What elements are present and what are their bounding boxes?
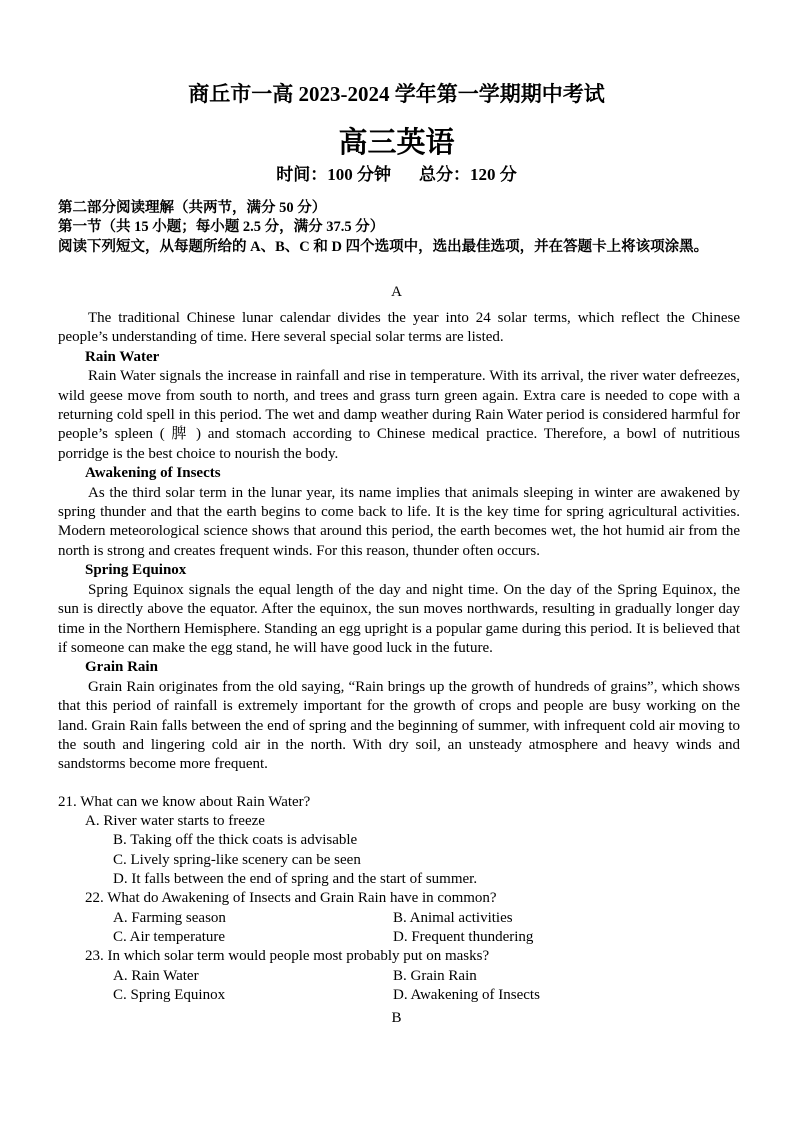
question-23-option-b: B. Grain Rain bbox=[393, 968, 477, 984]
exam-info bbox=[0, 160, 793, 185]
question-22-option-b: B. Animal activities bbox=[393, 910, 513, 926]
term-heading-grain-rain: Grain Rain bbox=[85, 659, 158, 676]
term-heading-spring-equinox: Spring Equinox bbox=[85, 562, 187, 579]
time-label: 时间：100 分钟 bbox=[276, 165, 391, 184]
question-21-option-d: D. It falls between the end of spring and the start of summer. bbox=[113, 871, 478, 887]
section-heading: 第一节（共 15 小题；每小题 2.5 分，满分 37.5 分） bbox=[58, 219, 385, 235]
passage-a-label: A bbox=[391, 284, 402, 300]
term-heading-rain-water: Rain Water bbox=[85, 348, 160, 365]
question-22-option-a: A. Farming season bbox=[113, 910, 226, 926]
question-22-stem: 22. What do Awakening of Insects and Grain Rain have in common? bbox=[85, 890, 497, 906]
question-21-option-c: C. Lively spring-like scenery can be seen bbox=[113, 852, 361, 868]
term-heading-awakening-of-insects: Awakening of Insects bbox=[85, 465, 221, 482]
exam-title: 商丘市一高 2023-2024 学年第一学期期中考试 bbox=[188, 82, 605, 106]
score-label: 总分：120 分 bbox=[419, 165, 517, 184]
subject-title: 高三英语 bbox=[338, 127, 455, 159]
term-text-spring-equinox: Spring Equinox signals the equal length of the day and night time. On the day of the Spring Equinox, the sun is directly above the equator. After the equinox, the sun moves northwards, resulting in gradually longer day time in the Northern Hemisphere. Standing an egg upright is a popular game during this period. It is believed that if someone can make the egg stand, he will have good luck in the future. bbox=[58, 581, 740, 656]
directions: 阅读下列短文，从每题所给的 A、B、C 和 D 四个选项中，选出最佳选项，并在答题卡上将该项涂黑。 bbox=[58, 239, 709, 255]
passage-a bbox=[58, 309, 740, 775]
part-heading: 第二部分阅读理解（共两节，满分 50 分） bbox=[58, 200, 327, 216]
question-23-option-a: A. Rain Water bbox=[113, 968, 199, 984]
term-text-awakening-of-insects: As the third solar term in the lunar year, its name implies that animals sleeping in winter are awakened by spring thunder and that the earth begins to come back to life. It is the key time for spring agricultural activities. Modern meteorological science shows that around this period, the earth becomes wet, the hot humid air from the north is strong and creates frequent winds. For this reason, thunder often occurs. bbox=[58, 484, 740, 559]
question-23-stem: 23. In which solar term would people most probably put on masks? bbox=[85, 948, 490, 964]
question-21-option-b: B. Taking off the thick coats is advisable bbox=[113, 832, 358, 848]
passage-intro: The traditional Chinese lunar calendar divides the year into 24 solar terms, which reflect the Chinese people’s understanding of time. Here several special solar terms are listed. bbox=[58, 310, 740, 346]
question-21-stem: 21. What can we know about Rain Water? bbox=[58, 794, 311, 810]
question-23-option-c: C. Spring Equinox bbox=[113, 987, 226, 1003]
term-text-grain-rain: Grain Rain originates from the old saying, “Rain brings up the growth of hundreds of grains”, which shows that this period of rainfall is extremely important for the growth of crops and people are busy working on the land. Grain Rain falls between the end of spring and the beginning of summer, with infrequent cold air moving to the south and lingering cold air in the north. With dry soil, an unsteady atmosphere and heavy winds and sandstorms become more frequent. bbox=[58, 678, 740, 773]
passage-b-label: B bbox=[391, 1010, 402, 1026]
question-21-option-a: A. River water starts to freeze bbox=[85, 813, 265, 829]
term-text-rain-water: Rain Water signals the increase in rainfall and rise in temperature. With its arrival, the river water defreezes, wild geese move from south to north, and trees and grass turn green again. Extra care is needed to cope with a returning cold spell in this period. The wet and damp weather during Rain Water period is considered harmful for people’s spleen ( 脾 ) and stomach according to Chinese medical practice. Therefore, a bowl of nutritious porridge is the best choice to nourish the body. bbox=[58, 368, 740, 462]
question-23-option-d: D. Awakening of Insects bbox=[393, 987, 540, 1003]
question-22-option-c: C. Air temperature bbox=[113, 929, 226, 945]
question-22-option-d: D. Frequent thundering bbox=[393, 929, 534, 945]
